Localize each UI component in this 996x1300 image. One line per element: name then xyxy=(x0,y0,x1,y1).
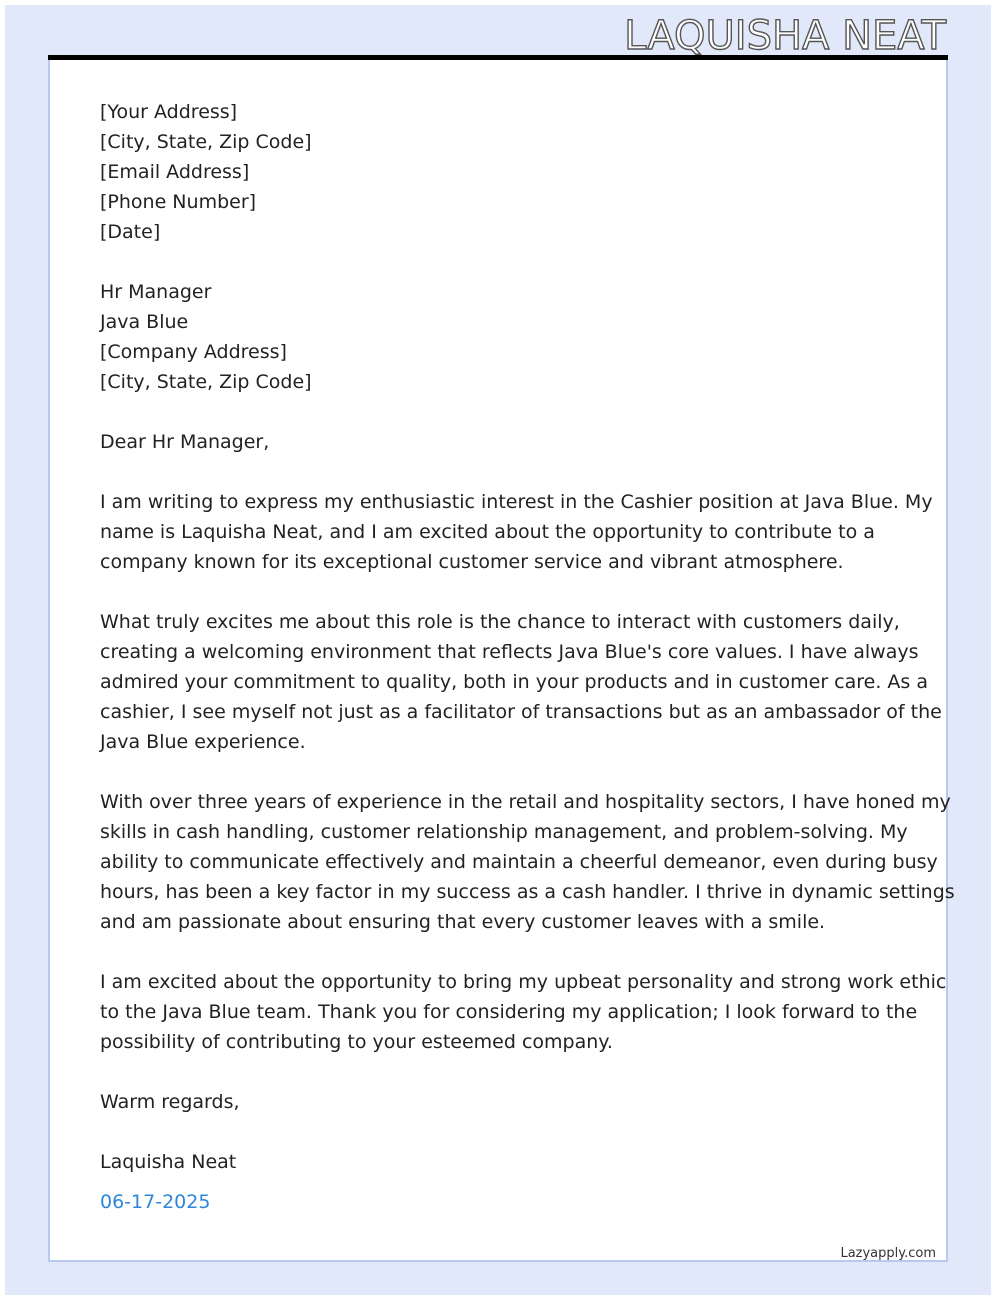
applicant-name-header: LAQUISHA NEAT xyxy=(624,13,946,59)
body-paragraph-3 xyxy=(100,787,955,937)
body-line: name is Laquisha Neat, and I am excited about the opportunity to contribute to a xyxy=(100,521,875,543)
spacer xyxy=(100,937,900,967)
spacer xyxy=(100,457,900,487)
body-line: cashier, I see myself not just as a facilitator of transactions but as an ambassador of the xyxy=(100,701,942,723)
body-line: Java Blue experience. xyxy=(100,731,306,753)
body-line: skills in cash handling, customer relationship management, and problem-solving. My xyxy=(100,821,908,843)
cover-letter xyxy=(100,97,955,1217)
sender-phone: [Phone Number] xyxy=(100,191,257,213)
spacer xyxy=(100,577,900,607)
spacer xyxy=(100,247,900,277)
sender-city-state-zip: [City, State, Zip Code] xyxy=(100,131,312,153)
body-line: What truly excites me about this role is the chance to interact with customers daily, xyxy=(100,611,900,633)
body-line: admired your commitment to quality, both in your products and in customer care. As a xyxy=(100,671,929,693)
footer-site-label: Lazyapply.com xyxy=(840,1246,936,1261)
body-line: hours, has been a key factor in my success as a cash handler. I thrive in dynamic settings xyxy=(100,881,955,903)
recipient-company: Java Blue xyxy=(100,311,189,333)
recipient-address: [Company Address] xyxy=(100,341,287,363)
sender-address: [Your Address] xyxy=(100,101,238,123)
body-line: I am excited about the opportunity to bring my upbeat personality and strong work ethic xyxy=(100,971,947,993)
body-line: to the Java Blue team. Thank you for considering my application; I look forward to the xyxy=(100,1001,918,1023)
body-line: With over three years of experience in the retail and hospitality sectors, I have honed my xyxy=(100,791,951,813)
sender-date: [Date] xyxy=(100,221,161,243)
body-paragraph-1 xyxy=(100,487,933,577)
signature-name: Laquisha Neat xyxy=(100,1151,237,1173)
closing: Warm regards, xyxy=(100,1091,240,1113)
body-line: I am writing to express my enthusiastic interest in the Cashier position at Java Blue. My xyxy=(100,491,933,513)
recipient-title: Hr Manager xyxy=(100,281,212,303)
spacer xyxy=(100,1057,900,1087)
spacer xyxy=(100,397,900,427)
spacer xyxy=(100,1117,900,1147)
body-paragraph-2 xyxy=(100,607,942,757)
signed-date: 06-17-2025 xyxy=(100,1191,211,1213)
spacer xyxy=(100,757,900,787)
body-line: creating a welcoming environment that reflects Java Blue's core values. I have always xyxy=(100,641,919,663)
body-line: ability to communicate effectively and maintain a cheerful demeanor, even during busy xyxy=(100,851,938,873)
sender-email: [Email Address] xyxy=(100,161,250,183)
salutation: Dear Hr Manager, xyxy=(100,431,270,453)
recipient-city-state-zip: [City, State, Zip Code] xyxy=(100,371,312,393)
body-line: possibility of contributing to your esteemed company. xyxy=(100,1031,613,1053)
body-line: company known for its exceptional customer service and vibrant atmosphere. xyxy=(100,551,844,573)
body-line: and am passionate about ensuring that every customer leaves with a smile. xyxy=(100,911,826,933)
body-paragraph-4 xyxy=(100,967,947,1057)
